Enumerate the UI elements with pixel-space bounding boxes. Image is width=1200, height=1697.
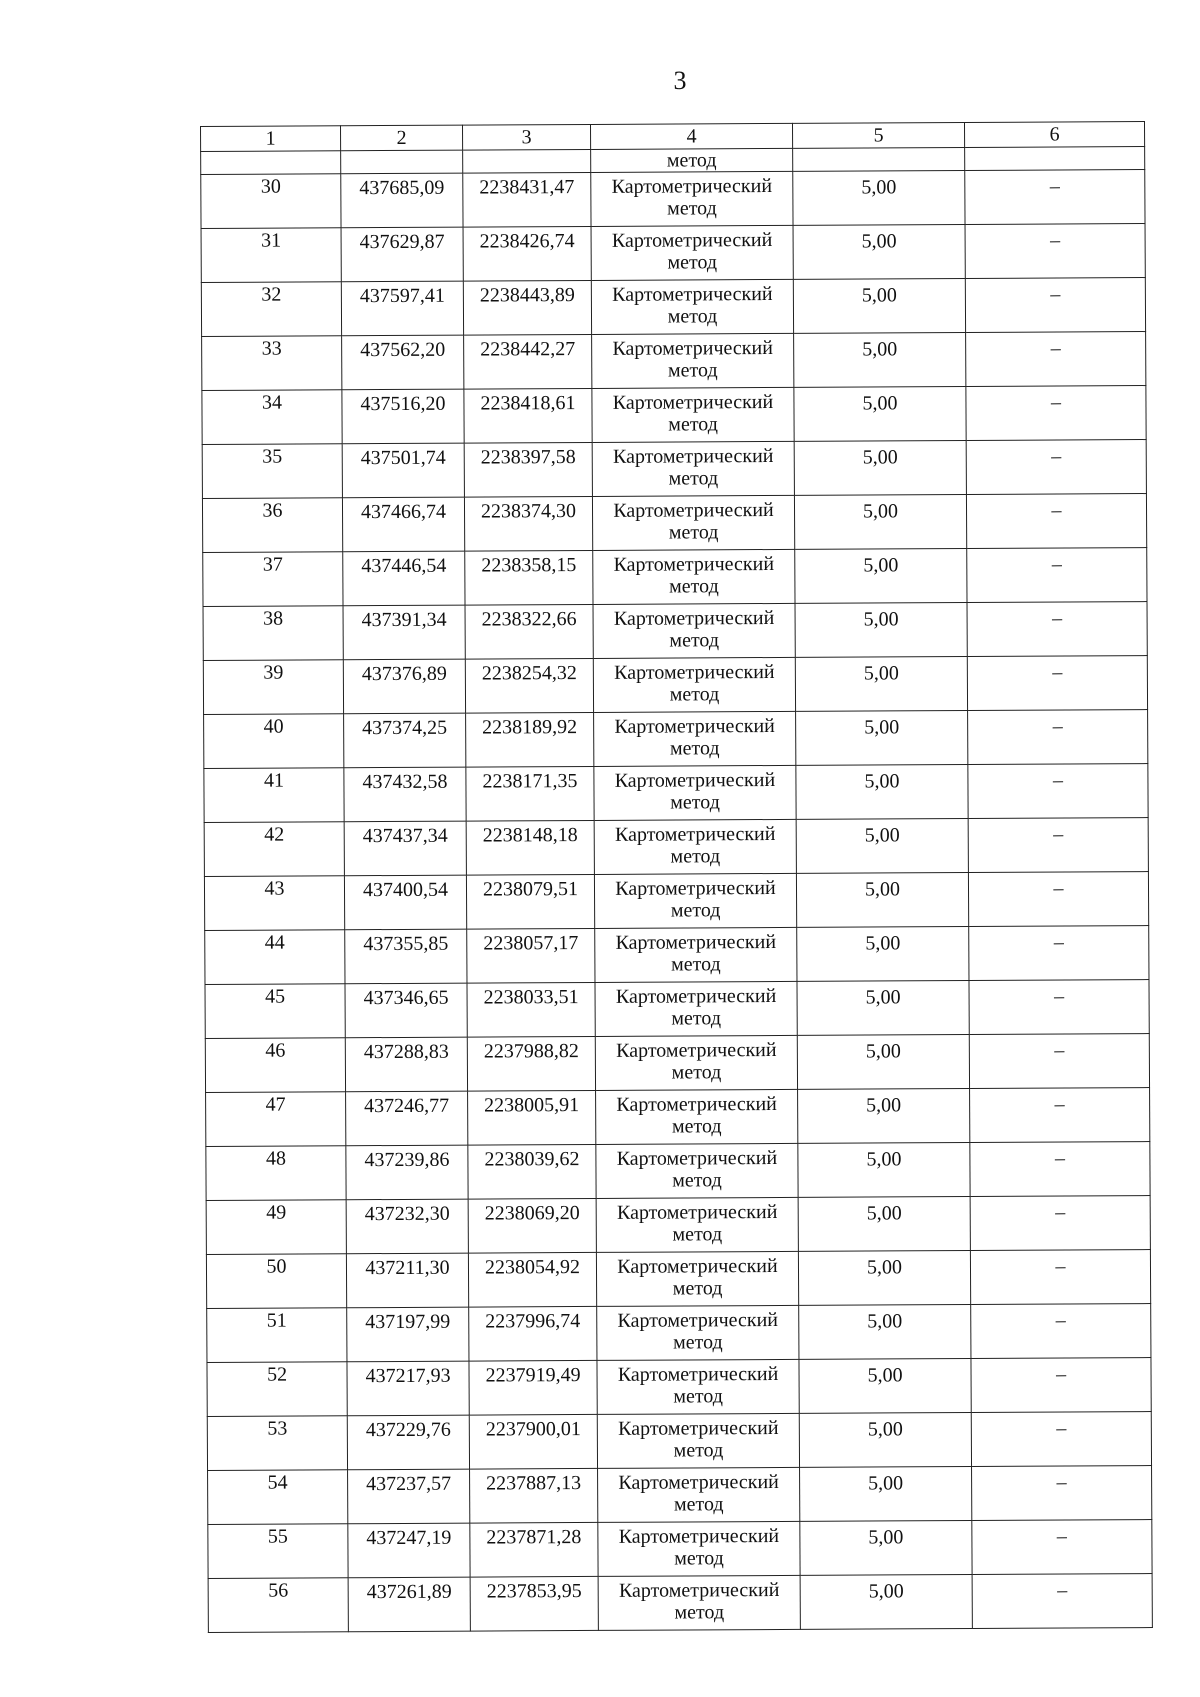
point-number-cell: 36 — [202, 498, 342, 553]
method-cell — [594, 873, 796, 928]
x-coordinate-cell: 437217,93 — [347, 1361, 469, 1416]
y-coordinate-cell: 2238431,47 — [463, 172, 591, 227]
y-coordinate-cell: 2238443,89 — [463, 280, 591, 335]
accuracy-cell: 5,00 — [795, 656, 967, 711]
note-cell: – — [967, 656, 1147, 711]
y-coordinate-cell: 2238426,74 — [463, 226, 591, 281]
y-coordinate-cell: 2238039,62 — [468, 1144, 596, 1199]
header-cell: 3 — [462, 124, 590, 150]
y-coordinate-cell: 2237871,28 — [470, 1522, 598, 1577]
method-text-line: метод — [668, 467, 719, 490]
y-coordinate-cell: 2238057,17 — [467, 928, 595, 983]
x-coordinate-cell: 437247,19 — [348, 1523, 470, 1578]
accuracy-cell: 5,00 — [797, 980, 969, 1035]
coordinates-table — [200, 121, 1153, 1633]
method-text-line: Картометрический — [613, 499, 774, 522]
note-cell: – — [971, 1358, 1151, 1413]
method-text-line: метод — [669, 575, 719, 598]
x-coordinate-cell: 437355,85 — [345, 929, 467, 984]
x-coordinate-cell: 437391,34 — [343, 605, 465, 660]
y-coordinate-cell: 2237919,49 — [469, 1360, 597, 1415]
empty-cell — [965, 147, 1145, 171]
accuracy-cell: 5,00 — [799, 1304, 971, 1359]
x-coordinate-cell: 437232,30 — [346, 1199, 468, 1254]
method-text-line: метод — [673, 1439, 724, 1462]
y-coordinate-cell: 2238358,15 — [465, 550, 593, 605]
method-cell — [597, 1359, 799, 1414]
table-row — [204, 818, 1148, 877]
table-row — [205, 980, 1149, 1039]
accuracy-cell: 5,00 — [794, 440, 966, 495]
accuracy-cell: 5,00 — [799, 1358, 971, 1413]
method-cell — [597, 1413, 799, 1468]
accuracy-cell: 5,00 — [793, 224, 965, 279]
note-cell: – — [966, 494, 1146, 549]
x-coordinate-cell: 437237,57 — [348, 1469, 470, 1524]
note-cell: – — [969, 926, 1149, 981]
method-cell — [592, 333, 794, 388]
note-cell: – — [968, 872, 1148, 927]
x-coordinate-cell: 437466,74 — [342, 497, 464, 552]
method-text-line: Картометрический — [613, 553, 775, 576]
method-cell — [592, 387, 794, 442]
method-text-line: Картометрический — [614, 714, 775, 738]
note-cell: – — [970, 1196, 1150, 1251]
table-row — [206, 1142, 1150, 1201]
accuracy-cell: 5,00 — [794, 332, 966, 387]
note-cell: – — [967, 602, 1147, 657]
x-coordinate-cell: 437562,20 — [342, 335, 464, 390]
page-number: 3 — [673, 66, 687, 95]
accuracy-cell: 5,00 — [795, 602, 967, 657]
header-cell: 5 — [792, 122, 964, 148]
header-cell: 6 — [964, 122, 1144, 148]
y-coordinate-cell: 2238322,66 — [465, 604, 593, 659]
method-text-line: Картометрический — [616, 1200, 778, 1224]
method-cell — [591, 225, 793, 280]
x-coordinate-cell: 437239,86 — [346, 1145, 468, 1200]
accuracy-cell: 5,00 — [796, 764, 968, 819]
method-text-line: Картометрический — [617, 1308, 779, 1332]
point-number-cell: 32 — [201, 282, 341, 337]
accuracy-cell: 5,00 — [793, 278, 965, 333]
method-text-line: Картометрический — [614, 660, 775, 684]
y-coordinate-cell: 2237900,01 — [469, 1414, 597, 1469]
method-text-line: метод — [671, 953, 721, 976]
table-row — [205, 1034, 1149, 1093]
table-row — [205, 926, 1149, 985]
method-text-line: метод — [673, 1331, 723, 1354]
point-number-cell: 53 — [207, 1416, 347, 1471]
point-number-cell: 31 — [201, 228, 341, 283]
x-coordinate-cell: 437197,99 — [347, 1307, 469, 1362]
table-row — [208, 1574, 1152, 1633]
note-cell: – — [968, 764, 1148, 819]
note-cell: – — [971, 1412, 1151, 1467]
method-cell — [593, 603, 795, 658]
note-cell: – — [965, 278, 1145, 333]
x-coordinate-cell: 437446,54 — [343, 551, 465, 606]
y-coordinate-cell: 2238005,91 — [468, 1090, 596, 1145]
x-coordinate-cell: 437597,41 — [341, 281, 463, 336]
method-text-line: метод — [670, 791, 720, 814]
point-number-cell: 41 — [204, 768, 344, 823]
note-cell: – — [972, 1574, 1152, 1629]
accuracy-cell: 5,00 — [796, 710, 968, 765]
accuracy-cell: 5,00 — [800, 1520, 972, 1575]
method-cell — [592, 495, 794, 550]
method-cell — [596, 1251, 798, 1306]
method-text-line: метод — [670, 899, 721, 922]
point-number-cell: 35 — [202, 444, 342, 499]
accuracy-cell: 5,00 — [796, 872, 968, 927]
method-cell — [595, 981, 797, 1036]
point-number-cell: 33 — [202, 336, 342, 391]
note-cell: – — [968, 710, 1148, 765]
method-text-line: метод — [673, 1493, 724, 1516]
accuracy-cell: 5,00 — [798, 1142, 970, 1197]
table-row — [204, 764, 1148, 823]
note-cell: – — [971, 1304, 1151, 1359]
method-text-line: Картометрический — [611, 229, 773, 252]
accuracy-cell: 5,00 — [799, 1412, 971, 1467]
y-coordinate-cell: 2238374,30 — [464, 496, 592, 551]
accuracy-cell: 5,00 — [800, 1466, 972, 1521]
method-cell — [597, 1305, 799, 1360]
accuracy-cell: 5,00 — [800, 1574, 972, 1629]
method-text-line: метод — [673, 1385, 724, 1408]
table-row — [208, 1466, 1152, 1525]
table-row — [206, 1250, 1150, 1309]
x-coordinate-cell: 437400,54 — [344, 875, 466, 930]
x-coordinate-cell: 437211,30 — [346, 1253, 468, 1308]
accuracy-cell: 5,00 — [797, 1034, 969, 1089]
point-number-cell: 52 — [207, 1362, 347, 1417]
table-row — [207, 1358, 1151, 1417]
accuracy-cell: 5,00 — [794, 494, 966, 549]
method-cell — [595, 1035, 797, 1090]
method-text-line: Картометрический — [618, 1524, 780, 1548]
method-text-line: Картометрический — [617, 1254, 778, 1278]
method-text-line: метод — [667, 197, 717, 220]
empty-cell — [201, 151, 341, 175]
x-coordinate-cell: 437246,77 — [346, 1091, 468, 1146]
x-coordinate-cell: 437629,87 — [341, 227, 463, 282]
y-coordinate-cell: 2237988,82 — [467, 1036, 595, 1091]
y-coordinate-cell: 2238254,32 — [465, 658, 593, 713]
method-cell — [591, 279, 793, 334]
method-text-line: метод — [669, 737, 720, 760]
method-text-line: метод — [672, 1223, 723, 1246]
x-coordinate-cell: 437516,20 — [342, 389, 464, 444]
point-number-cell: 50 — [206, 1254, 346, 1309]
header-cell: 2 — [341, 125, 463, 151]
point-number-cell: 51 — [207, 1308, 347, 1363]
note-cell: – — [966, 332, 1146, 387]
x-coordinate-cell: 437501,74 — [342, 443, 464, 498]
method-text-line: Картометрический — [611, 175, 773, 198]
method-text-line: метод — [672, 1169, 722, 1192]
accuracy-cell: 5,00 — [797, 926, 969, 981]
method-cell — [594, 711, 796, 766]
table-row — [207, 1304, 1151, 1363]
point-number-cell: 45 — [205, 984, 345, 1039]
point-number-cell: 55 — [208, 1524, 348, 1579]
table-row — [208, 1520, 1152, 1579]
method-text-line: метод — [671, 1007, 722, 1030]
method-cell — [592, 441, 794, 496]
method-text-line: Картометрический — [618, 1416, 779, 1440]
method-cell — [595, 927, 797, 982]
empty-cell — [341, 150, 463, 174]
method-text-line: метод — [672, 1277, 723, 1300]
note-cell: – — [972, 1520, 1152, 1575]
method-text-line: метод — [674, 1547, 724, 1570]
empty-cell — [793, 147, 965, 171]
table-row — [207, 1412, 1151, 1471]
table-row — [203, 548, 1147, 607]
point-number-cell: 37 — [203, 552, 343, 607]
method-cell — [591, 171, 793, 226]
method-text-line: метод — [667, 251, 718, 274]
method-text-line: Картометрический — [618, 1470, 779, 1494]
method-text-line: Картометрический — [612, 337, 773, 360]
method-cell — [596, 1143, 798, 1198]
accuracy-cell: 5,00 — [795, 548, 967, 603]
method-cell — [596, 1089, 798, 1144]
table-row — [203, 656, 1147, 715]
y-coordinate-cell: 2238033,51 — [467, 982, 595, 1037]
empty-cell — [463, 149, 591, 173]
method-cell — [594, 765, 796, 820]
method-text-line: Картометрический — [616, 1146, 778, 1170]
y-coordinate-cell: 2238442,27 — [464, 334, 592, 389]
table-row — [201, 224, 1145, 283]
method-text-line: метод — [671, 1115, 722, 1138]
note-cell: – — [969, 980, 1149, 1035]
method-text-line: Картометрический — [615, 876, 776, 900]
method-cell — [593, 657, 795, 712]
y-coordinate-cell: 2237996,74 — [469, 1306, 597, 1361]
accuracy-cell: 5,00 — [798, 1088, 970, 1143]
note-cell: – — [972, 1466, 1152, 1521]
point-number-cell: 42 — [204, 822, 344, 877]
y-coordinate-cell: 2237887,13 — [470, 1468, 598, 1523]
point-number-cell: 49 — [206, 1200, 346, 1255]
method-text-line: Картометрический — [613, 606, 775, 630]
table-row — [202, 332, 1146, 391]
x-coordinate-cell: 437288,83 — [345, 1037, 467, 1092]
method-text-line: метод — [674, 1601, 725, 1624]
y-coordinate-cell: 2238079,51 — [466, 874, 594, 929]
method-text-line: Картометрический — [614, 768, 776, 792]
table-row — [204, 710, 1148, 769]
x-coordinate-cell: 437437,34 — [344, 821, 466, 876]
point-number-cell: 34 — [202, 390, 342, 445]
y-coordinate-cell: 2238148,18 — [466, 820, 594, 875]
accuracy-cell: 5,00 — [793, 170, 965, 225]
note-cell: – — [968, 818, 1148, 873]
note-cell: – — [966, 440, 1146, 495]
accuracy-cell: 5,00 — [794, 386, 966, 441]
method-text-line: Картометрический — [615, 930, 777, 954]
table-row — [201, 170, 1145, 229]
method-cell — [598, 1467, 800, 1522]
accuracy-cell: 5,00 — [798, 1250, 970, 1305]
method-text-line: метод — [669, 629, 720, 652]
method-cell — [594, 819, 796, 874]
point-number-cell: 38 — [203, 606, 343, 661]
table-row — [206, 1196, 1150, 1255]
y-coordinate-cell: 2238397,58 — [464, 442, 592, 497]
method-text-line: Картометрический — [616, 1038, 777, 1062]
y-coordinate-cell: 2238171,35 — [466, 766, 594, 821]
method-text-line: Картометрический — [616, 1092, 777, 1116]
point-number-cell: 40 — [204, 714, 344, 769]
table-body — [201, 122, 1153, 1633]
point-number-cell: 54 — [208, 1470, 348, 1525]
note-cell: – — [966, 386, 1146, 441]
point-number-cell: 56 — [208, 1578, 348, 1633]
method-text-line: метод — [667, 305, 718, 328]
method-cell — [596, 1197, 798, 1252]
note-cell: – — [965, 224, 1145, 279]
header-cell: 1 — [201, 126, 341, 152]
x-coordinate-cell: 437229,76 — [347, 1415, 469, 1470]
method-text-line: метод — [670, 845, 721, 868]
method-text-line: метод — [669, 683, 720, 706]
note-cell: – — [970, 1088, 1150, 1143]
method-text-line: метод — [668, 413, 718, 436]
method-text-line: Картометрический — [617, 1362, 779, 1386]
x-coordinate-cell: 437374,25 — [344, 713, 466, 768]
point-number-cell: 30 — [201, 174, 341, 229]
point-number-cell: 47 — [206, 1092, 346, 1147]
point-number-cell: 43 — [204, 876, 344, 931]
y-coordinate-cell: 2237853,95 — [470, 1576, 598, 1631]
table-row — [204, 872, 1148, 931]
table-row — [201, 278, 1145, 337]
method-text-line: Картометрический — [618, 1578, 780, 1602]
method-text-line: метод — [668, 521, 719, 544]
note-cell: – — [970, 1142, 1150, 1197]
point-number-cell: 48 — [206, 1146, 346, 1201]
table-row — [202, 494, 1146, 553]
method-cell — [593, 549, 795, 604]
note-cell: – — [969, 1034, 1149, 1089]
note-cell: – — [970, 1250, 1150, 1305]
point-number-cell: 44 — [205, 930, 345, 985]
table-row — [206, 1088, 1150, 1147]
note-cell: – — [967, 548, 1147, 603]
table-row — [202, 386, 1146, 445]
method-text-line: Картометрический — [614, 822, 776, 846]
x-coordinate-cell: 437346,65 — [345, 983, 467, 1038]
table-row — [202, 440, 1146, 499]
method-text-line: Картометрический — [615, 984, 777, 1008]
accuracy-cell: 5,00 — [796, 818, 968, 873]
method-text-line: метод — [671, 1061, 722, 1084]
x-coordinate-cell: 437432,58 — [344, 767, 466, 822]
point-number-cell: 39 — [203, 660, 343, 715]
method-text-line: метод — [667, 359, 718, 382]
method-text-line: Картометрический — [612, 283, 773, 306]
y-coordinate-cell: 2238069,20 — [468, 1198, 596, 1253]
point-number-cell: 46 — [205, 1038, 345, 1093]
note-cell: – — [965, 170, 1145, 225]
y-coordinate-cell: 2238054,92 — [468, 1252, 596, 1307]
method-text-line: Картометрический — [612, 391, 774, 414]
method-cell — [598, 1575, 800, 1630]
x-coordinate-cell: 437261,89 — [348, 1577, 470, 1632]
header-cell: 4 — [590, 123, 792, 149]
x-coordinate-cell: 437685,09 — [341, 173, 463, 228]
y-coordinate-cell: 2238189,92 — [466, 712, 594, 767]
method-continuation-cell: метод — [591, 148, 793, 172]
table-row — [203, 602, 1147, 661]
y-coordinate-cell: 2238418,61 — [464, 388, 592, 443]
x-coordinate-cell: 437376,89 — [343, 659, 465, 714]
method-cell — [598, 1521, 800, 1576]
accuracy-cell: 5,00 — [798, 1196, 970, 1251]
method-text-line: Картометрический — [612, 445, 774, 468]
